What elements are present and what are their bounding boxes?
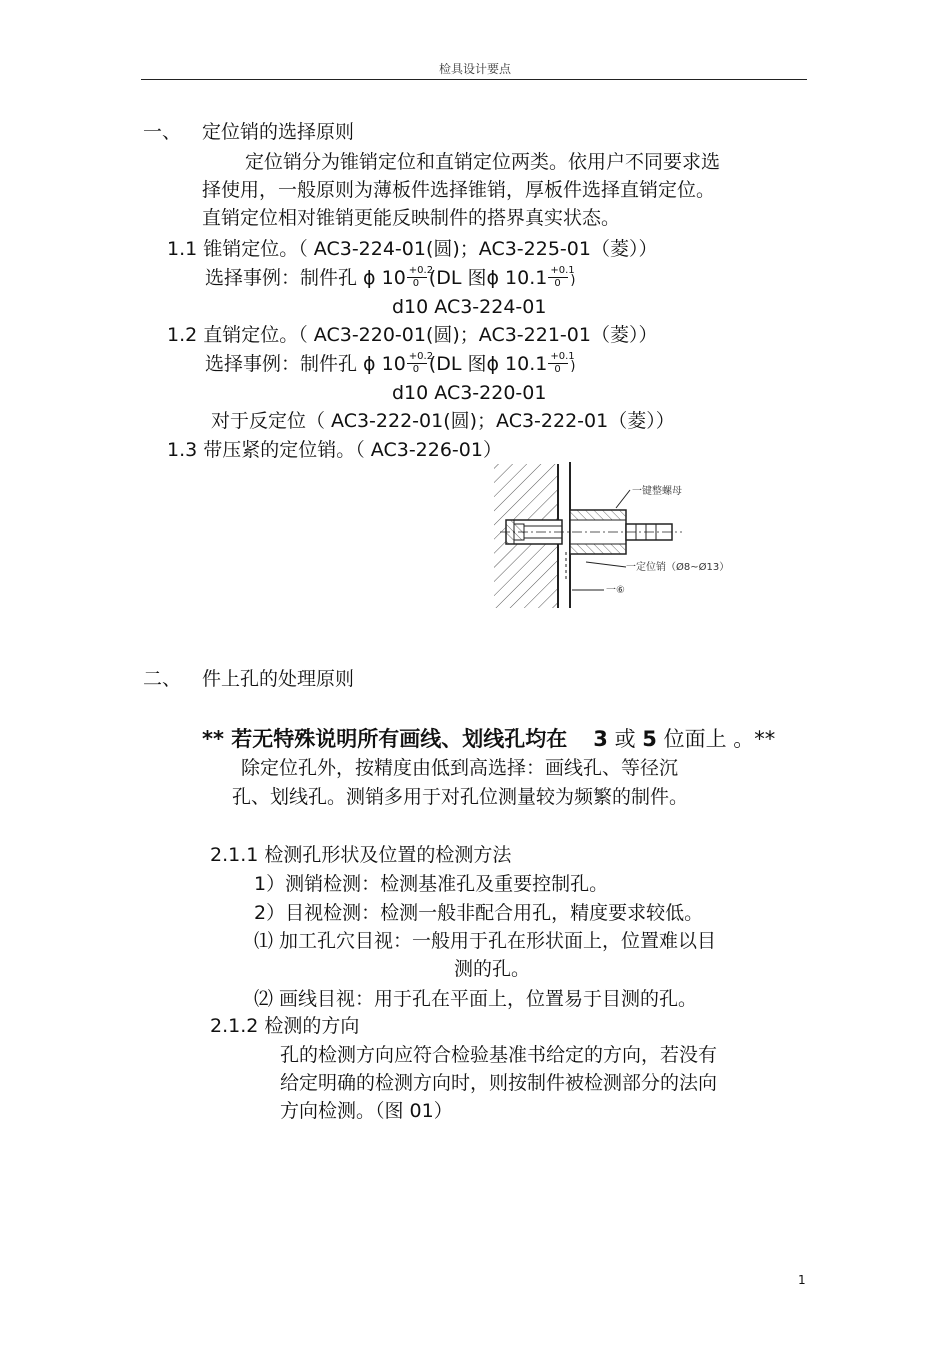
section-1-2-heading: 1.2 直销定位。（ AC3-220-01(圆)；AC3-221-01（菱）） — [167, 324, 658, 346]
tolerance-lower: 0 — [554, 364, 561, 375]
section-1-title: 定位销的选择原则 — [202, 121, 355, 143]
example-text-a: 选择事例：制件孔 ϕ 10 — [205, 353, 406, 375]
label-item-number: 一⑥ — [606, 585, 625, 596]
section-2-1-1-item-3: ⑴ 加工孔穴目视：一般用于孔在形状面上，位置难以目 — [254, 930, 717, 952]
section-2-1-2-line-1: 孔的检测方向应符合检验基准书给定的方向，若没有 — [280, 1044, 718, 1066]
note-position-5: 5 — [642, 727, 657, 751]
section-1-2-reverse-locating: 对于反定位（ AC3-222-01(圆)；AC3-222-01（菱）） — [211, 410, 675, 432]
label-clamp-nut: 一键整螺母 — [632, 486, 682, 497]
note-text-e: 位面上 。** — [663, 727, 776, 751]
section-2-1-1-item-1: 1）测销检测：检测基准孔及重要控制孔。 — [254, 873, 609, 895]
section-2-note — [202, 727, 775, 751]
hole-tolerance — [407, 351, 434, 376]
tolerance-lower: 0 — [554, 278, 561, 289]
section-2-1-2-heading: 2.1.2 检测的方向 — [210, 1015, 360, 1037]
section-1-intro-line-3: 直销定位相对锥销更能反映制件的搭界真实状态。 — [202, 207, 621, 229]
section-2-1-1-heading: 2.1.1 检测孔形状及位置的检测方法 — [210, 844, 512, 866]
example-text-a: 选择事例：制件孔 ϕ 10 — [205, 267, 406, 289]
section-2-1-2-line-3: 方向检测。（图 01） — [280, 1100, 453, 1122]
note-text-a: ** 若无特殊说明所有画线、划线孔均在 — [202, 727, 568, 751]
tolerance-upper: +0.2 — [408, 265, 434, 276]
section-1-1-heading: 1.1 锥销定位。（ AC3-224-01(圆)；AC3-225-01（菱）） — [167, 238, 658, 260]
section-1-3-heading: 1.3 带压紧的定位销。（ AC3-226-01） — [167, 439, 502, 461]
section-2-paragraph-line-2: 孔、划线孔。测销多用于对孔位测量较为频繁的制件。 — [232, 786, 689, 808]
tolerance-upper: +0.1 — [550, 351, 575, 362]
example-text-b: (DL 图ϕ 10.1 — [428, 353, 548, 375]
header-rule — [141, 79, 807, 80]
section-1-intro-line-2: 择使用，一般原则为薄板件选择锥销，厚板件选择直销定位。 — [202, 179, 716, 201]
section-2-1-1-item-3-cont: 测的孔。 — [454, 958, 531, 980]
section-2-title: 件上孔的处理原则 — [202, 668, 355, 690]
dl-tolerance — [548, 265, 575, 290]
tolerance-lower: 0 — [412, 364, 420, 375]
section-1-2-example — [205, 352, 575, 379]
example-text-c: ) — [570, 273, 576, 288]
section-1-1-example — [205, 266, 575, 293]
section-2-1-2-line-2: 给定明确的检测方向时，则按制件被检测部分的法向 — [280, 1072, 718, 1094]
hole-tolerance — [407, 265, 434, 290]
page-header: 检具设计要点 — [438, 62, 511, 76]
dl-tolerance — [548, 351, 575, 376]
tolerance-lower: 0 — [412, 278, 420, 289]
section-2-paragraph-line-1: 除定位孔外，按精度由低到高选择：画线孔、等径沉 — [241, 757, 679, 779]
section-2-1-1-item-4: ⑵ 画线目视：用于孔在平面上，位置易于目测的孔。 — [254, 988, 698, 1010]
page-number: 1 — [798, 1273, 806, 1287]
section-1-intro-line-1: 定位销分为锥销定位和直销定位两类。依用户不同要求选 — [245, 151, 721, 173]
section-1-2-part-code: d10 AC3-220-01 — [392, 382, 547, 404]
section-1-number: 一、 — [143, 121, 182, 143]
example-text-b: (DL 图ϕ 10.1 — [428, 267, 548, 289]
locating-pin-drawing — [486, 462, 756, 610]
section-2-number: 二、 — [143, 668, 182, 690]
section-1-1-part-code: d10 AC3-224-01 — [392, 296, 547, 318]
tolerance-upper: +0.2 — [408, 351, 434, 362]
label-locating-pin: 一定位销（Ø8~Ø13） — [626, 562, 730, 573]
note-position-3: 3 — [593, 727, 608, 751]
example-text-c: ) — [570, 359, 576, 374]
note-text-or: 或 — [614, 727, 636, 751]
tolerance-upper: +0.1 — [550, 265, 575, 276]
section-2-1-1-item-2: 2）目视检测：检测一般非配合用孔，精度要求较低。 — [254, 902, 704, 924]
